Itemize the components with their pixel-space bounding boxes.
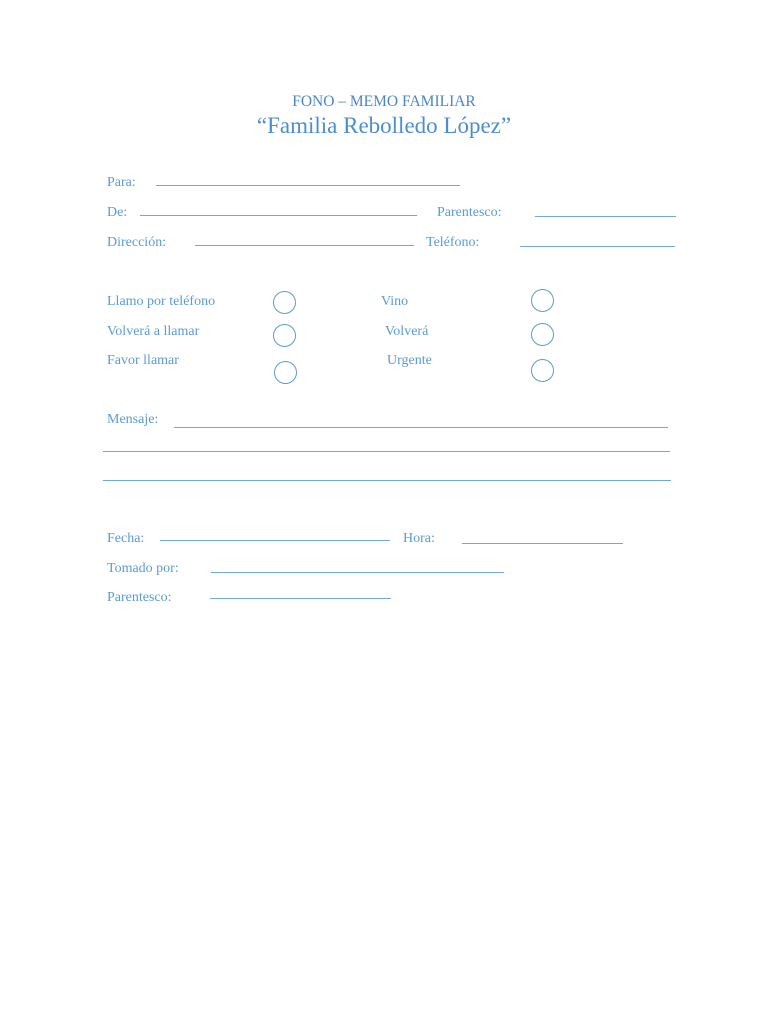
mensaje-line-2[interactable]: [103, 451, 670, 452]
family-name-title: “Familia Rebolledo López”: [256, 113, 512, 138]
parentesco-field-top[interactable]: [535, 216, 676, 217]
parentesco-label-top: Parentesco:: [437, 205, 502, 220]
option-urgente-label: Urgente: [387, 353, 432, 368]
para-field[interactable]: [156, 185, 460, 186]
parentesco-field-bottom[interactable]: [210, 598, 391, 599]
hora-field[interactable]: [462, 543, 623, 544]
de-field[interactable]: [140, 215, 417, 216]
direccion-label: Dirección:: [107, 235, 167, 250]
option-llamo-label: Llamo por teléfono: [107, 294, 216, 309]
parentesco-label-bottom: Parentesco:: [107, 590, 172, 605]
fecha-field[interactable]: [160, 540, 390, 541]
option-volvera-label: Volverá: [385, 324, 429, 339]
telefono-field[interactable]: [520, 246, 675, 247]
mensaje-line-1[interactable]: [174, 427, 668, 428]
option-volvera-circle[interactable]: [531, 323, 554, 346]
option-favor-llamar-circle[interactable]: [274, 361, 297, 384]
option-favor-llamar-label: Favor llamar: [107, 353, 179, 368]
tomado-por-label: Tomado por:: [107, 561, 179, 576]
form-title: FONO – MEMO FAMILIAR: [292, 93, 476, 110]
tomado-por-field[interactable]: [211, 572, 504, 573]
de-label: De:: [107, 205, 128, 220]
mensaje-line-3[interactable]: [103, 480, 671, 481]
mensaje-label: Mensaje:: [107, 412, 159, 427]
option-volvera-llamar-circle[interactable]: [273, 324, 296, 347]
option-volvera-llamar-label: Volverá a llamar: [107, 324, 200, 339]
option-llamo-circle[interactable]: [273, 291, 296, 314]
option-vino-label: Vino: [381, 294, 409, 309]
para-label: Para:: [107, 175, 136, 190]
telefono-label: Teléfono:: [426, 235, 480, 250]
fecha-label: Fecha:: [107, 531, 145, 546]
option-urgente-circle[interactable]: [531, 359, 554, 382]
hora-label: Hora:: [403, 531, 435, 546]
option-vino-circle[interactable]: [531, 289, 554, 312]
direccion-field[interactable]: [195, 245, 414, 246]
